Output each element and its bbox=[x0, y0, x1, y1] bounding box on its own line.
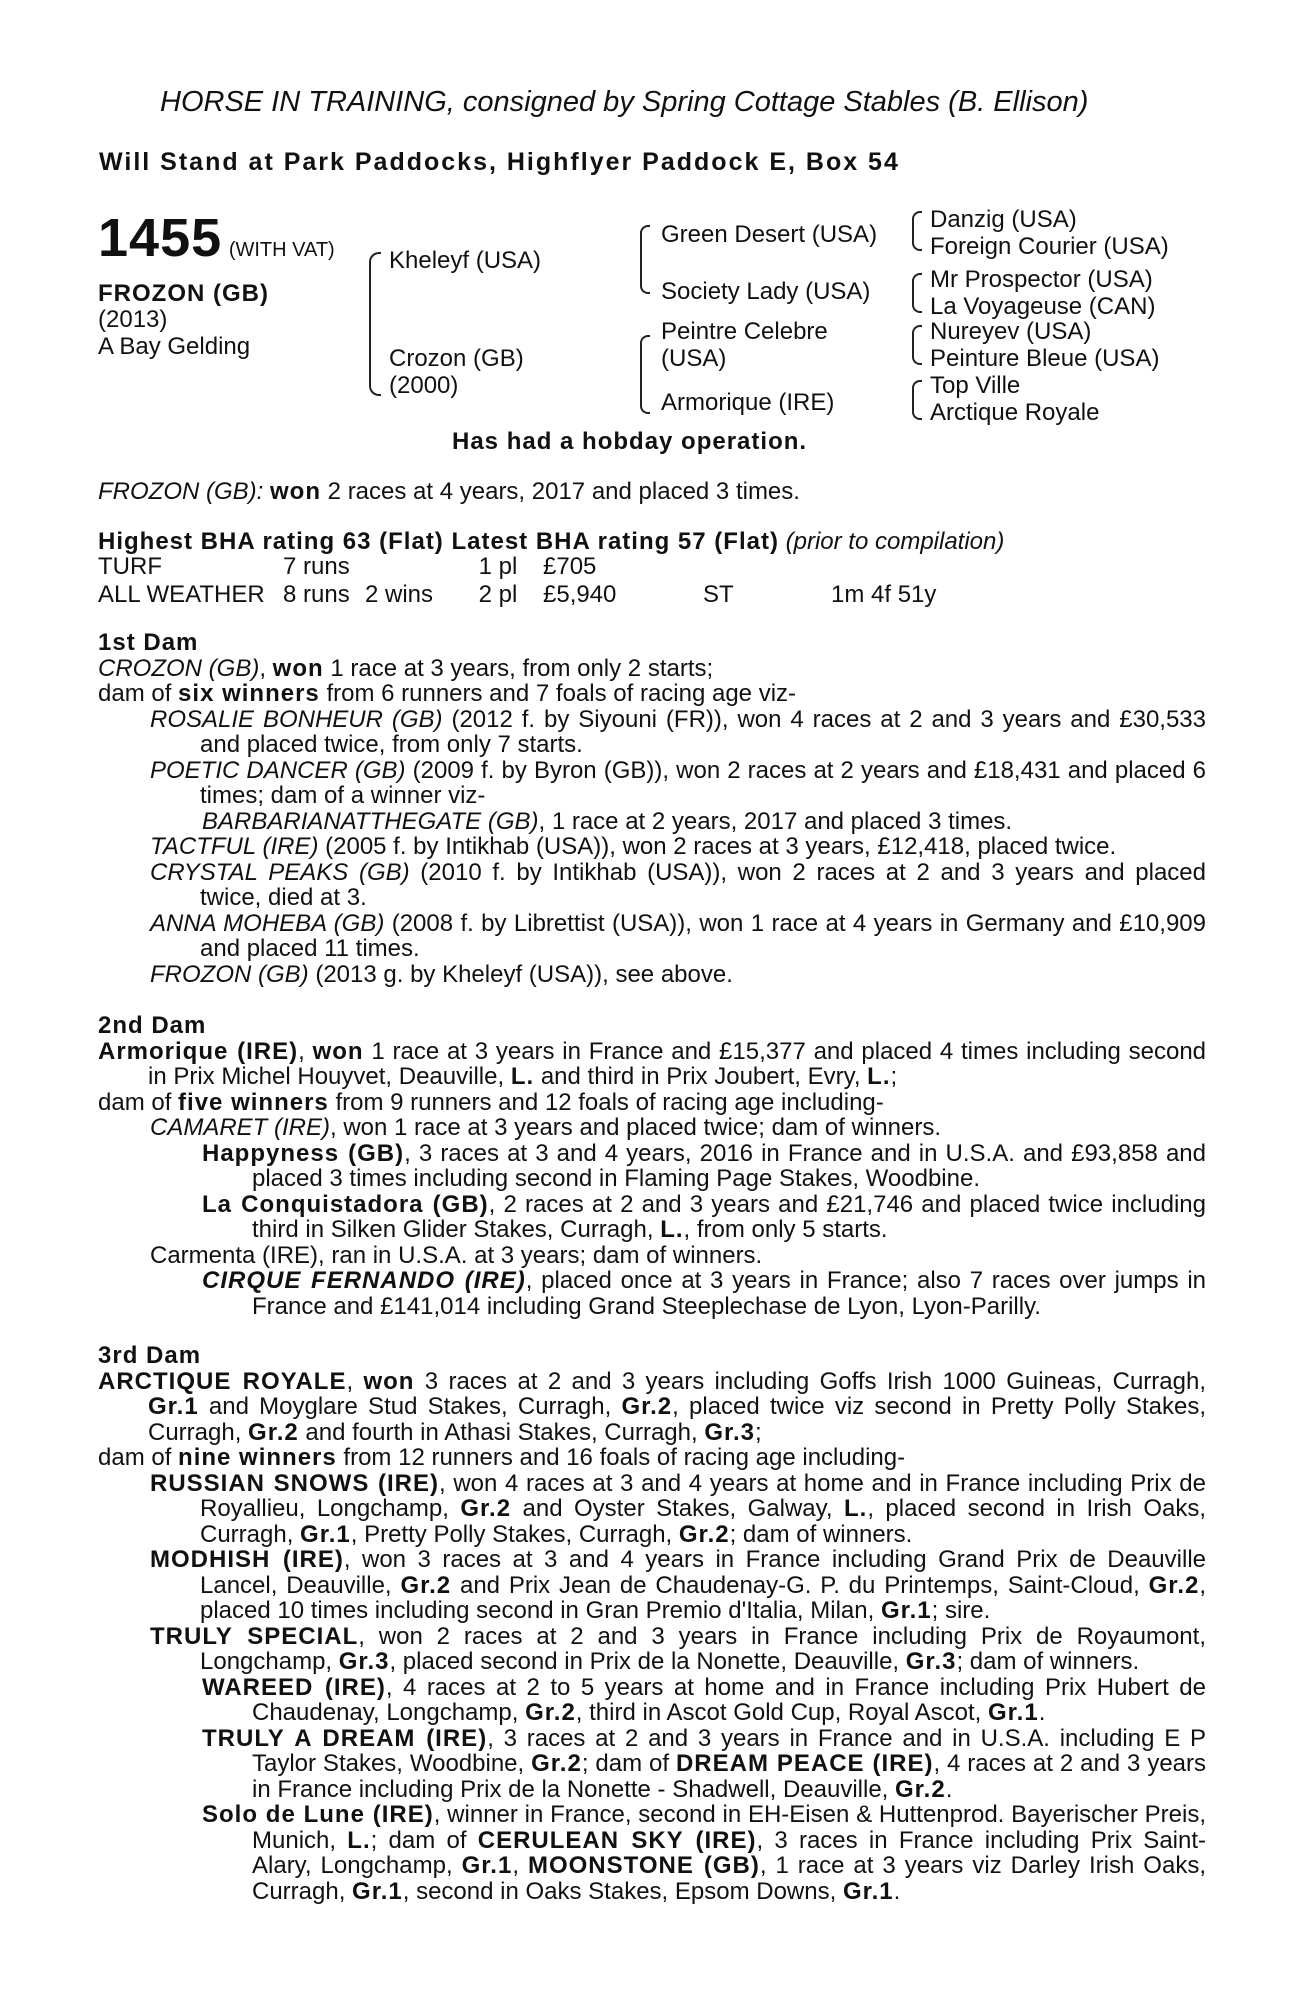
summary-horse-name: FROZON (GB): bbox=[98, 478, 264, 505]
placed-cell: 1 pl bbox=[478, 553, 518, 580]
sire-side-brace bbox=[640, 225, 650, 294]
summary-won: won bbox=[270, 478, 321, 505]
hobday-note: Has had a hobday operation. bbox=[452, 428, 808, 455]
list-item: ROSALIE BONHEUR (GB) (2012 f. by Siyouni (FR)), won 4 races at 2 and 3 years and £30,533 and placed twice, from only 7 starts. bbox=[150, 705, 1207, 758]
sire-dam: Society Lady (USA) bbox=[661, 278, 871, 305]
third-dam-title: 3rd Dam bbox=[98, 1342, 202, 1369]
sire-sire: Green Desert (USA) bbox=[661, 221, 878, 248]
dam-side-brace bbox=[640, 335, 650, 414]
pedigree-brace bbox=[369, 252, 381, 396]
prize-cell: £5,940 bbox=[543, 581, 617, 608]
list-item: ANNA MOHEBA (GB) (2008 f. by Librettist (USA)), won 1 race at 4 years in Germany and £10,909 and placed 11 times. bbox=[150, 909, 1206, 962]
list-item: TRULY A DREAM (IRE), 3 races at 2 and 3 years in France and in U.S.A. including E P Taylor Stakes, Woodbine, Gr.2; dam of DREAM PEACE (IRE), 4 races at 2 and 3 years in France including Prix de la Nonette - Shadwell, Deauville, Gr.2. bbox=[202, 1724, 1207, 1803]
brace-ds bbox=[912, 325, 922, 365]
first-dam-section bbox=[98, 630, 1206, 987]
dam-dam-dam: Arctique Royale bbox=[930, 399, 1100, 426]
list-item: BARBARIANATTHEGATE (GB), 1 race at 2 years, 2017 and placed 3 times. bbox=[202, 807, 1013, 835]
form-table bbox=[98, 553, 936, 609]
lot-number-line bbox=[98, 207, 335, 269]
third-dam-produce: dam of nine winners from 12 runners and 16 foals of racing age including- bbox=[98, 1444, 906, 1471]
list-item: Solo de Lune (IRE), winner in France, second in EH-Eisen & Huttenprod. Bayerischer Preis, Munich, L.; dam of CERULEAN SKY (IRE), 3 races in France including Prix Saint-Alary, Longchamp, Gr.1, MOONSTONE (GB), 1 race at 3 years viz Darley Irish Oaks, Curragh, Gr.1, second in Oaks Stakes, Epsom Downs, Gr.1. bbox=[202, 1801, 1207, 1905]
table-row bbox=[98, 553, 936, 581]
third-dam-intro: ARCTIQUE ROYALE, won 3 races at 2 and 3 years including Goffs Irish 1000 Guineas, Curragh, Gr.1 and Moyglare Stud Stakes, Curragh, Gr.2, placed twice viz second in Pretty Polly Stakes, Curragh, Gr.2 and fourth in Athasi Stakes, Curragh, Gr.3; bbox=[98, 1367, 1206, 1446]
second-dam-title: 2nd Dam bbox=[98, 1012, 207, 1039]
going-cell: ST bbox=[703, 581, 734, 608]
first-dam-produce: dam of six winners from 6 runners and 7 foals of racing age viz- bbox=[98, 680, 797, 707]
third-dam-section bbox=[98, 1343, 1206, 1904]
sire-sire-dam: Foreign Courier (USA) bbox=[930, 233, 1169, 260]
list-item: MODHISH (IRE), won 3 races at 3 and 4 years in France including Grand Prix de Deauville Lancel, Deauville, Gr.2 and Prix Jean de Chaudenay-G. P. du Printemps, Saint-Cloud, Gr.2, placed 10 times including second in Gran Premio d'Italia, Milan, Gr.1; sire. bbox=[150, 1546, 1207, 1624]
bha-ratings bbox=[98, 528, 1004, 556]
surface-cell: TURF bbox=[98, 553, 162, 580]
list-item: Carmenta (IRE), ran in U.S.A. at 3 years; dam of winners. bbox=[150, 1241, 763, 1269]
list-item: RUSSIAN SNOWS (IRE), won 4 races at 3 and 4 years at home and in France including Prix de Royallieu, Longchamp, Gr.2 and Oyster Stakes, Galway, L., placed second in Irish Oaks, Curragh, Gr.1, Pretty Polly Stakes, Curragh, Gr.2; dam of winners. bbox=[150, 1469, 1207, 1548]
dam-sire-sire: Nureyev (USA) bbox=[930, 318, 1092, 345]
sire-dam-dam: La Voyageuse (CAN) bbox=[930, 293, 1156, 320]
dam-name: Crozon (GB) bbox=[389, 345, 524, 372]
dam-year: (2000) bbox=[389, 372, 459, 399]
wins-cell: 2 wins bbox=[365, 581, 434, 608]
list-item: CAMARET (IRE), won 1 race at 3 years and placed twice; dam of winners. bbox=[150, 1114, 941, 1141]
prize-cell: £705 bbox=[543, 553, 597, 580]
list-item: TACTFUL (IRE) (2005 f. by Intikhab (USA)), won 2 races at 3 years, £12,418, placed twice. bbox=[150, 833, 1117, 860]
wins-cell bbox=[365, 553, 453, 581]
foaling-year: (2013) bbox=[98, 306, 168, 333]
runs-cell: 7 runs bbox=[283, 553, 350, 580]
sire-dam-sire: Mr Prospector (USA) bbox=[930, 266, 1153, 293]
list-item: CRYSTAL PEAKS (GB) (2010 f. by Intikhab (USA)), won 2 races at 2 and 3 years and placed twice, died at 3. bbox=[150, 858, 1206, 911]
second-dam-produce: dam of five winners from 9 runners and 12 foals of racing age including- bbox=[98, 1088, 884, 1116]
first-dam-intro: CROZON (GB), won 1 race at 3 years, from only 2 starts; bbox=[98, 654, 714, 682]
ratings-note: (prior to compilation) bbox=[785, 528, 1005, 555]
second-dam-section bbox=[98, 1013, 1206, 1319]
ratings-heading: Highest BHA rating 63 (Flat) Latest BHA rating 57 (Flat) bbox=[98, 528, 779, 555]
sire-sire-sire: Danzig (USA) bbox=[930, 206, 1077, 233]
list-item: La Conquistadora (GB), 2 races at 2 and 3 years and £21,746 and placed twice including third in Silken Glider Stakes, Curragh, L., from only 5 starts. bbox=[202, 1190, 1206, 1243]
list-item: CIRQUE FERNANDO (IRE), placed once at 3 years in France; also 7 races over jumps in France and £141,014 including Grand Steeplechase de Lyon, Lyon-Parilly. bbox=[202, 1267, 1206, 1320]
surface-cell: ALL WEATHER bbox=[98, 581, 265, 608]
dam-sire-line2: (USA) bbox=[661, 345, 727, 372]
catalogue-header: HORSE IN TRAINING, consigned by Spring Cottage Stables (B. Ellison) bbox=[160, 86, 1089, 118]
summary-text: 2 races at 4 years, 2017 and placed 3 times. bbox=[327, 478, 800, 505]
horse-description: A Bay Gelding bbox=[98, 333, 251, 360]
brace-sd bbox=[912, 273, 922, 313]
brace-dd bbox=[912, 380, 922, 420]
table-row bbox=[98, 581, 936, 609]
dam-dam: Armorique (IRE) bbox=[661, 389, 835, 416]
dam-sire-dam: Peinture Bleue (USA) bbox=[930, 345, 1160, 372]
second-dam-intro: Armorique (IRE), won 1 race at 3 years in France and £15,377 and placed 4 times including second in Prix Michel Houyvet, Deauville, L. and third in Prix Joubert, Evry, L.; bbox=[98, 1037, 1207, 1090]
first-dam-title: 1st Dam bbox=[98, 629, 199, 656]
race-summary bbox=[98, 478, 800, 506]
brace-ss bbox=[912, 211, 922, 251]
list-item: FROZON (GB) (2013 g. by Kheleyf (USA)), see above. bbox=[150, 960, 733, 988]
vat-label: (WITH VAT) bbox=[228, 239, 335, 261]
dam-dam-sire: Top Ville bbox=[930, 372, 1021, 399]
placed-cell: 2 pl bbox=[478, 581, 518, 608]
distance-cell: 1m 4f 51y bbox=[831, 581, 937, 608]
sire: Kheleyf (USA) bbox=[389, 247, 542, 274]
list-item: WAREED (IRE), 4 races at 2 to 5 years at home and in France including Prix Hubert de Chaudenay, Longchamp, Gr.2, third in Ascot Gold Cup, Royal Ascot, Gr.1. bbox=[202, 1673, 1207, 1726]
dam-sire-line1: Peintre Celebre bbox=[661, 318, 828, 345]
lot-number: 1455 bbox=[98, 208, 223, 268]
list-item: Happyness (GB), 3 races at 3 and 4 years, 2016 in France and in U.S.A. and £93,858 and placed 3 times including second in Flaming Page Stakes, Woodbine. bbox=[202, 1139, 1206, 1192]
horse-name: FROZON (GB) bbox=[98, 280, 269, 307]
going-cell bbox=[703, 553, 831, 581]
list-item: TRULY SPECIAL, won 2 races at 2 and 3 years in France including Prix de Royaumont, Longchamp, Gr.3, placed second in Prix de la Nonette, Deauville, Gr.3; dam of winners. bbox=[150, 1622, 1206, 1675]
runs-cell: 8 runs bbox=[283, 581, 350, 608]
stand-location: Will Stand at Park Paddocks, Highflyer Paddock E, Box 54 bbox=[99, 148, 900, 176]
distance-cell bbox=[831, 553, 936, 581]
list-item: POETIC DANCER (GB) (2009 f. by Byron (GB)), won 2 races at 2 years and £18,431 and placed 6 times; dam of a winner viz- bbox=[150, 756, 1207, 809]
